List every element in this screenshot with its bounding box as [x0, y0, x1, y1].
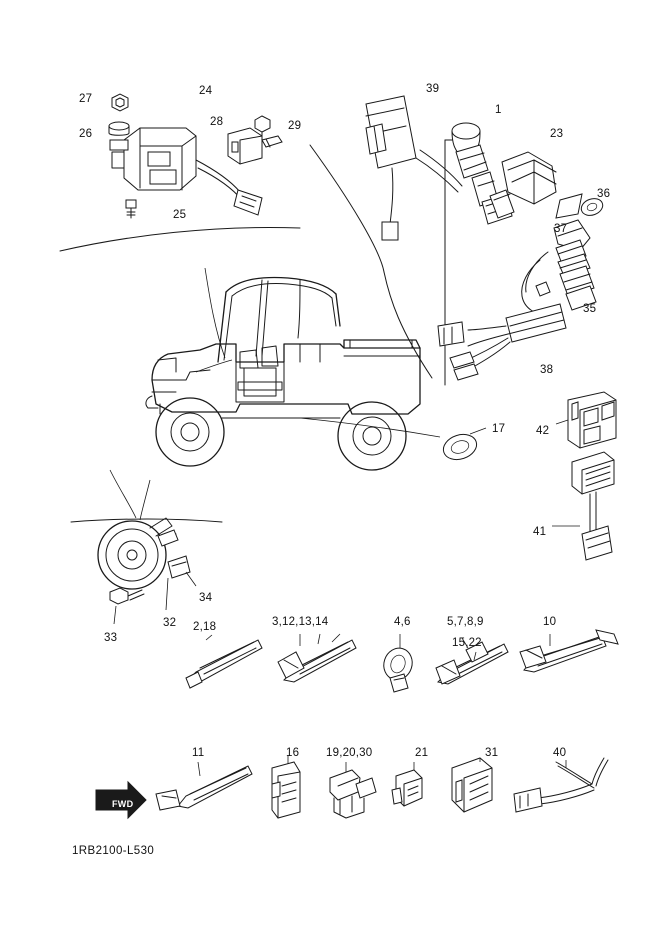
callout-27: 27 — [79, 93, 93, 105]
part-11-cable-tie — [156, 762, 252, 810]
callout-3-12-13-14: 3,12,13,14 — [272, 616, 329, 628]
callout-15-22: 15,22 — [452, 637, 482, 649]
callout-26: 26 — [79, 128, 93, 140]
callout-39: 39 — [426, 83, 440, 95]
callout-10: 10 — [543, 616, 557, 628]
part-3-12-13-14-cable-tie — [278, 634, 356, 682]
callout-4-6: 4,6 — [394, 616, 411, 628]
part-21-clip — [392, 762, 422, 806]
part-37-plate — [556, 194, 582, 218]
callout-41: 41 — [533, 526, 547, 538]
callout-37: 37 — [554, 223, 568, 235]
part-10-cable-tie — [520, 630, 618, 672]
part-2-18-cable-tie — [186, 635, 262, 688]
callout-35: 35 — [583, 303, 597, 315]
part-40-wire — [514, 758, 608, 812]
part-23-switch-cover — [490, 152, 556, 218]
callout-28: 28 — [210, 116, 224, 128]
part-41-connector — [552, 452, 614, 560]
callout-34: 34 — [199, 592, 213, 604]
callout-32: 32 — [163, 617, 177, 629]
part-42-relay-box — [556, 392, 616, 448]
callout-31: 31 — [485, 747, 499, 759]
part-19-20-30-clip — [330, 762, 376, 818]
callout-19-20-30: 19,20,30 — [326, 747, 373, 759]
part-16-clip — [272, 756, 300, 818]
callout-11: 11 — [192, 747, 205, 759]
callout-16: 16 — [286, 747, 300, 759]
callout-1: 1 — [495, 104, 502, 116]
callout-33: 33 — [104, 632, 118, 644]
callout-25: 25 — [173, 209, 187, 221]
callout-21: 21 — [415, 747, 429, 759]
callout-17: 17 — [492, 423, 506, 435]
callout-36: 36 — [597, 188, 611, 200]
callout-5-7-8-9: 5,7,8,9 — [447, 616, 484, 628]
callout-29: 29 — [288, 120, 302, 132]
part-4-6-clamp — [380, 634, 417, 692]
callout-40: 40 — [553, 747, 567, 759]
part-31-clamp — [452, 758, 492, 812]
callout-38: 38 — [540, 364, 554, 376]
fwd-label: FWD — [112, 799, 134, 809]
callout-42: 42 — [536, 425, 550, 437]
part-32-horn — [98, 518, 196, 624]
callout-2-18: 2,18 — [193, 621, 217, 633]
part-17-grommet — [440, 428, 486, 464]
vehicle-illustration — [146, 278, 420, 470]
diagram-part-code: 1RB2100-L530 — [72, 845, 155, 857]
part-24-switch-assembly — [109, 94, 282, 218]
callout-23: 23 — [550, 128, 564, 140]
part-39-control-unit — [366, 96, 416, 240]
callout-24: 24 — [199, 85, 213, 97]
